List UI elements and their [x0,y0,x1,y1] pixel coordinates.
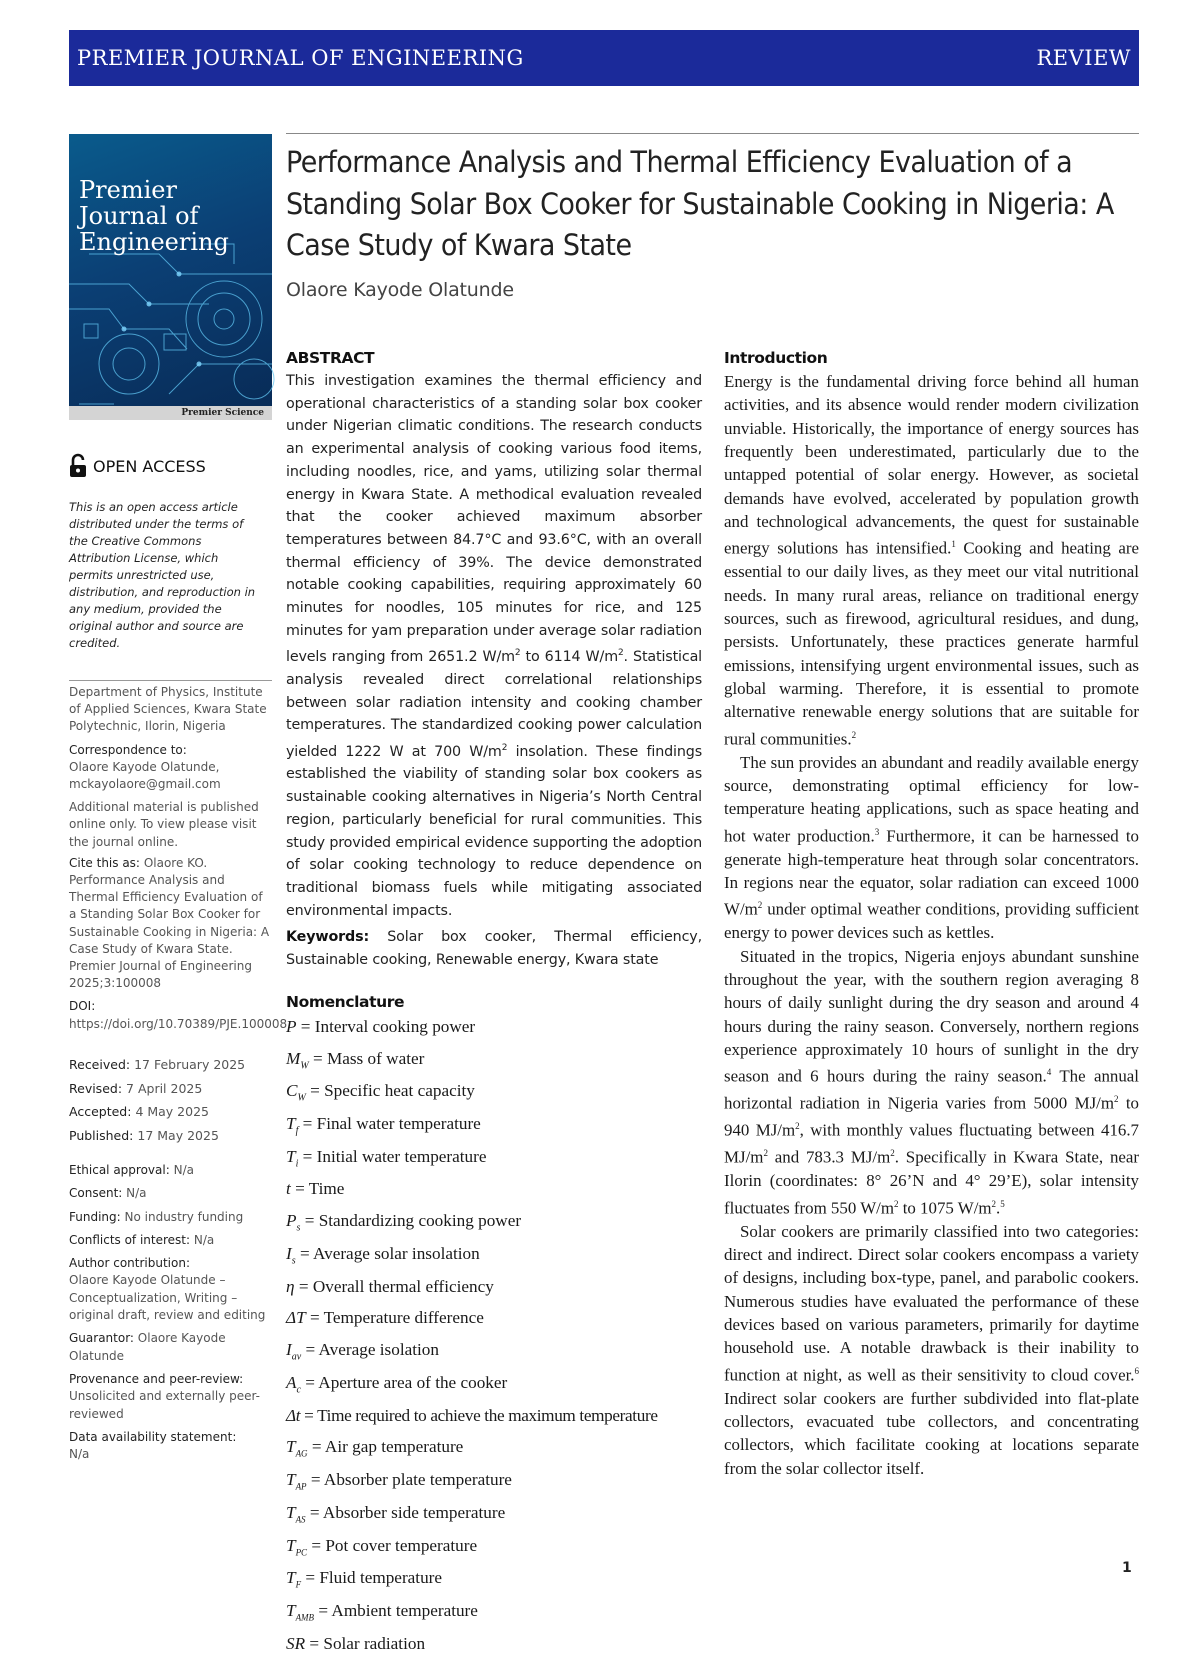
introduction-heading: Introduction [724,349,828,367]
nomenclature-item: $T_{AMB}$ = Ambient temperature [286,1601,478,1623]
nomenclature-item: $T_{AS}$ = Absorber side temperature [286,1502,506,1525]
article-author: Olaore Kayode Olatunde [286,279,514,301]
nomenclature-item: $T_f$ = Final water temperature [286,1114,481,1137]
nomenclature-item: $T_i$ = Initial water temperature [286,1146,487,1170]
nomenclature-item: $T_{PC}$ = Pot cover temperature [286,1535,478,1557]
date-received: Received: 17 February 2025 [69,1057,246,1072]
doi-label: DOI: [69,999,96,1014]
nomenclature-item: SR = Solar radiation [286,1633,426,1653]
nomenclature-item: $T_F$ = Fluid temperature [286,1568,443,1590]
date-published: Published: 17 May 2025 [69,1127,219,1143]
title-rule [286,133,1139,134]
license-statement: This is an open access article distributed under the terms of the Creative Commons Attribution License, which permits unrestricted use, distribution, and reproduction in any medium, provided the original author and source are credited. [69,500,256,650]
cite-label: Cite this as: [69,855,140,870]
journal-name: PREMIER JOURNAL OF ENGINEERING [77,46,524,70]
cover-title: Premier Journal of Engineering [79,176,229,256]
nomenclature-list [286,1014,702,1663]
sidebar-divider [69,680,272,681]
nomenclature-item: t = Time [286,1179,345,1199]
journal-cover-image [69,134,272,420]
correspondence-label: Correspondence to: [69,742,187,757]
provenance: Provenance and peer-review: Unsolicited and externally peer-reviewed [69,1371,260,1421]
nomenclature-item: $A_c$ = Aperture area of the cooker [286,1372,508,1396]
page-number: 1 [1122,1560,1132,1576]
cover-publisher: Premier Science [181,408,264,418]
intro-paragraph-3: Situated in the tropics, Nigeria enjoys abundant sunshine throughout the year, with the southern region averaging 8 hours of daily sunlight during the dry season and around 4 hours during the rainy season. Conversely, northern regions experience approximately 10 hours of sunlight in the dry season and 6 hours during the rainy season.$^4$ The annual horizontal radiation in Nigeria varies from 5000 $MJ/m^2$ to 940 $MJ/m^2$, with monthly values fluctuating between 416.7 $MJ/m^2$ and 783.3 $MJ/m^2$. Specifically in Kwara State, near Ilorin (coordinates: 8° 26’N and 4° 29’E), solar intensity fluctuates from 550 $W/m^2$ to 1075 $W/m^2.^5$ [724,946,1140,1218]
nomenclature-item: $I_s$ = Average solar insolation [286,1243,480,1267]
nomenclature-item: $M_W$ = Mass of water [286,1048,425,1071]
cite-block [69,855,272,993]
nomenclature-item: $I_{av}$ = Average isolation [286,1340,439,1363]
left-column [286,346,702,1663]
intro-paragraph-4: Solar cookers are primarily classified into two categories: direct and indirect. Direct solar cookers encompass a variety of designs, including box-type, panel, and parabolic cookers. Numerous studies have evaluated the performance of these devices based on various parameters, primarily for daytime household use. A notable drawback is their inability to function at night, as well as their sensitivity to cloud cover.$^6$ Indirect solar cookers are further subdivided into flat-plate collectors, evacuated tube collectors, and concentrating collectors, which facilitate cooking at locations separate from the solar collector itself. [724,1221,1139,1478]
nomenclature-item: ΔT = Temperature difference [286,1308,484,1328]
date-accepted: Accepted: 4 May 2025 [69,1104,209,1119]
nomenclature-item: Δt = Time required to achieve the maximum temperature [286,1405,658,1425]
sidebar-dates [69,1053,272,1147]
keywords [286,926,702,971]
nomenclature-item: $T_{AP}$ = Absorber plate temperature [286,1470,512,1492]
abstract-text: This investigation examines the thermal efficiency and operational characteristics of a standing solar box cooker under Nigerian climatic conditions. The research conducts an experimental analysis of cooking various food items, including noodles, rice, and yams, utilizing solar thermal energy in Kwara State. A methodical evaluation revealed that the cooker achieved maximum absorber temperatures between 84.7°C and 93.6°C, with an overall thermal efficiency of 39%. The device demonstrated notable cooking capabilities, requiring approximately 60 minutes for noodles, 105 minutes for rice, and 125 minutes for yam preparation under average solar radiation levels ranging from 2651.2 $W/m^2$ to 6114 $W/m^2$. Statistical analysis revealed direct correlational relationships between solar radiation intensity and cooking chamber temperatures. The standardized cooking power calculation yielded 1222 W at 700 $W/m^2$ insolation. These findings established the viability of standing solar box cookers as sustainable cooking alternatives in Nigeria’s North Central region, particularly beneficial for rural communities. This study provided empirical evidence supporting the adoption of solar cooking technology to reduce dependence on traditional biomass fuels while mitigating associated environmental impacts. [286,373,703,919]
guarantor: Guarantor: Olaore Kayode Olatunde [69,1331,226,1363]
cite-text: Olaore KO. Performance Analysis and Thermal Efficiency Evaluation of a Standing Solar Box Cooker for Sustainable Cooking in Nigeria: A Case Study of Kwara State. Premier Journal of Engineering 2025;3:100008 [69,855,270,991]
conflicts-of-interest: Conflicts of interest: N/a [69,1232,215,1247]
open-lock-icon [69,454,87,478]
open-access-label [69,454,206,478]
data-availability: Data availability statement: N/a [69,1429,237,1462]
right-column [724,346,1139,1480]
nomenclature-item: $P_s$ = Standardizing cooking power [286,1211,522,1234]
additional-material: Additional material is published online only. To view please visit the journal online. [69,800,259,849]
doi-link[interactable]: https://doi.org/10.70389/PJE.100008 [69,1016,288,1031]
intro-paragraph-2: The sun provides an abundant and readily available energy source, demonstrating optimal efficiency for low-temperature heating applications, such as space heating and hot water production.$^3$ Furthermore, it can be harnessed to generate high-temperature heat through solar concentrators. In regions near the equator, solar radiation can exceed 1000 $W/m^2$ under optimal weather conditions, providing sufficient energy to power devices such as kettles. [724,752,1139,943]
nomenclature-heading: Nomenclature [286,992,405,1011]
abstract-heading: ABSTRACT [286,349,375,367]
author-contribution: Author contribution: Olaore Kayode Olatunde – Conceptualization, Writing – original draft, review and editing [69,1256,266,1323]
article-type: REVIEW [1036,46,1131,70]
keywords-label: Keywords: [286,929,370,946]
nomenclature-item: $C_W$ = Specific heat capacity [286,1081,475,1104]
nomenclature-item: η = Overall thermal efficiency [286,1276,494,1296]
open-access-text: OPEN ACCESS [93,456,206,476]
sidebar-declarations [69,1162,272,1463]
date-revised: Revised: 7 April 2025 [69,1080,203,1096]
sidebar-affiliation [69,684,288,1033]
ethical-approval: Ethical approval: N/a [69,1163,194,1177]
keywords-text: Solar box cooker, Thermal efficiency, Sustainable cooking, Renewable energy, Kwara state [286,929,702,969]
nomenclature-item: $T_{AG}$ = Air gap temperature [286,1437,464,1459]
journal-banner [69,30,1139,86]
affiliation: Department of Physics, Institute of Applied Sciences, Kwara State Polytechnic, Ilorin, Nigeria [69,685,267,734]
correspondence: Olaore Kayode Olatunde, mckayolaore@gmail.com [69,759,221,792]
article-title: Performance Analysis and Thermal Efficiency Evaluation of a Standing Solar Box Cooker for Sustainable Cooking in Nigeria: A Case Study of Kwara State [286,145,1114,262]
consent: Consent: N/a [69,1186,147,1201]
doi-block [69,998,288,1032]
funding: Funding: No industry funding [69,1209,244,1224]
intro-paragraph-1: Energy is the fundamental driving force behind all human activities, and its absence would render modern civilization unviable. Historically, the importance of energy sources has frequently been underestimated, particularly due to the untapped potential of solar energy. However, as societal demands have evolved, accelerated by population growth and technological advancements, the quest for sustainable energy solutions has intensified.$^1$ Cooking and heating are essential to our daily lives, as they meet our vital nutritional needs. In many rural areas, reliance on traditional energy sources, such as firewood, agricultural residues, and dung, persists. Unfortunately, these practices generate harmful emissions, intensifying urgent environmental issues, such as global warming. Therefore, it is essential to promote alternative renewable energy solutions that are suitable for rural communities.$^2$ [724,372,1139,749]
nomenclature-item: P = Interval cooking power [286,1016,476,1036]
